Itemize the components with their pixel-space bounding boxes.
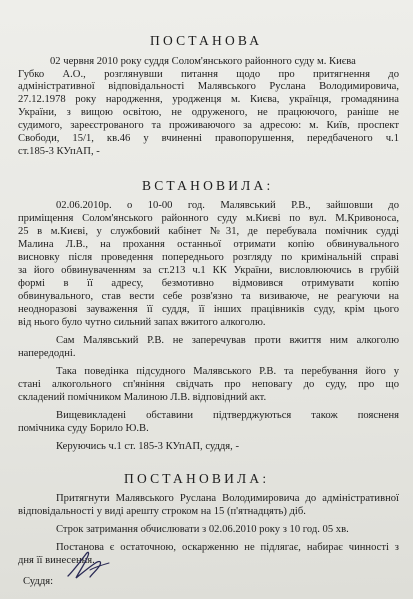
established-line: 02.06.2010р. о 10-00 год. Малявський Р.В., зайшовши до [56, 200, 399, 211]
established-line: обвинувального, став вести себе розв'язно та визиваюче, не реагуючи на [18, 291, 399, 302]
resolved-heading: ПОСТАНОВИЛА: [124, 471, 270, 486]
established-line: приміщення Солом'янського районного суду м.Києві по вул. М.Кривоноса, [18, 213, 399, 224]
intro-line: адміністративної відповідальності Малявського Руслана Володимировича, [18, 81, 399, 92]
established-line: помічника суду Борило Ю.В. [18, 423, 149, 434]
intro-line: ст.185-3 КУпАП, - [18, 146, 100, 157]
resolved-line: відповідальності у виді арешту строком на 15 (п'ятнадцять) діб. [18, 506, 306, 517]
intro-line: 27.12.1978 року народження, уродженця м. Києва, українця, громадянина [18, 94, 399, 105]
established-line: від нього було чутно сильний запах вжитого алкоголю. [18, 317, 266, 328]
established-line: за його обвинуваченням за ст.213 ч.1 КК України, висловлюючись в грубій [18, 265, 399, 276]
established-line: Малина Л.В., на прохання останньої отримати копію обвинувального [18, 239, 399, 250]
handwritten-signature [64, 548, 112, 582]
established-line: неодноразові зауваження її суддя, її інших працівників суду, крім цього [18, 304, 399, 315]
resolved-line: дня її винесення. [18, 555, 95, 566]
established-line: Сам Малявський Р.В. не заперечував проти вжиття ним алкоголю [56, 335, 399, 346]
established-line: напередодні. [18, 348, 76, 359]
document-title: ПОСТАНОВА [150, 33, 263, 48]
intro-line: Свободи, 15/1, кв.46 у вчиненні правопорушення, передбаченого ч.1 [18, 133, 399, 144]
established-line: Така поведінка підсудного Малявського Р.В. та перебування його у [56, 366, 399, 377]
established-line: Вищевикладені обставини підтверджуються також поясненя [56, 410, 399, 421]
intro-line: 02 червня 2010 року суддя Солом'янського районного суду м. Києва [50, 56, 356, 67]
established-line: формі в її адресу, безмотивно відмовився отримувати копію [18, 278, 399, 289]
established-line: стані алкогольного сп'яніння свідчать про неповагу до суду, про що [18, 379, 399, 390]
intro-line: Губко А.О., розглянувши питання щодо про притягнення до [18, 69, 399, 80]
intro-line: України, з вищою освітою, не одруженого, не працюючого, раніше не [18, 107, 399, 118]
established-heading: ВСТАНОВИЛА: [142, 178, 274, 193]
signature-label: Суддя: [23, 576, 54, 587]
established-line: Керуючись ч.1 ст. 185-3 КУпАП, суддя, - [56, 441, 239, 452]
intro-line: судимого, зареєстрованого та проживаючого за адресою: м. Київ, проспект [18, 120, 399, 131]
resolved-line: Постанова є остаточною, оскарженню не підлягає, набирає чинності з [56, 542, 399, 553]
resolved-line: Строк затримання обчислювати з 02.06.2010 року з 10 год. 05 хв. [56, 524, 349, 535]
established-line: 25 в м.Києві, у службовий кабінет №31, де перебувала помічник судді [18, 226, 399, 237]
established-line: складений помічником Малиною Л.В. відповідний акт. [18, 392, 267, 403]
resolved-line: Притягнути Малявського Руслана Володимировича до адміністративної [56, 493, 399, 504]
established-line: висновку після проведення попереднього розгляду по кримінальній справі [18, 252, 399, 263]
